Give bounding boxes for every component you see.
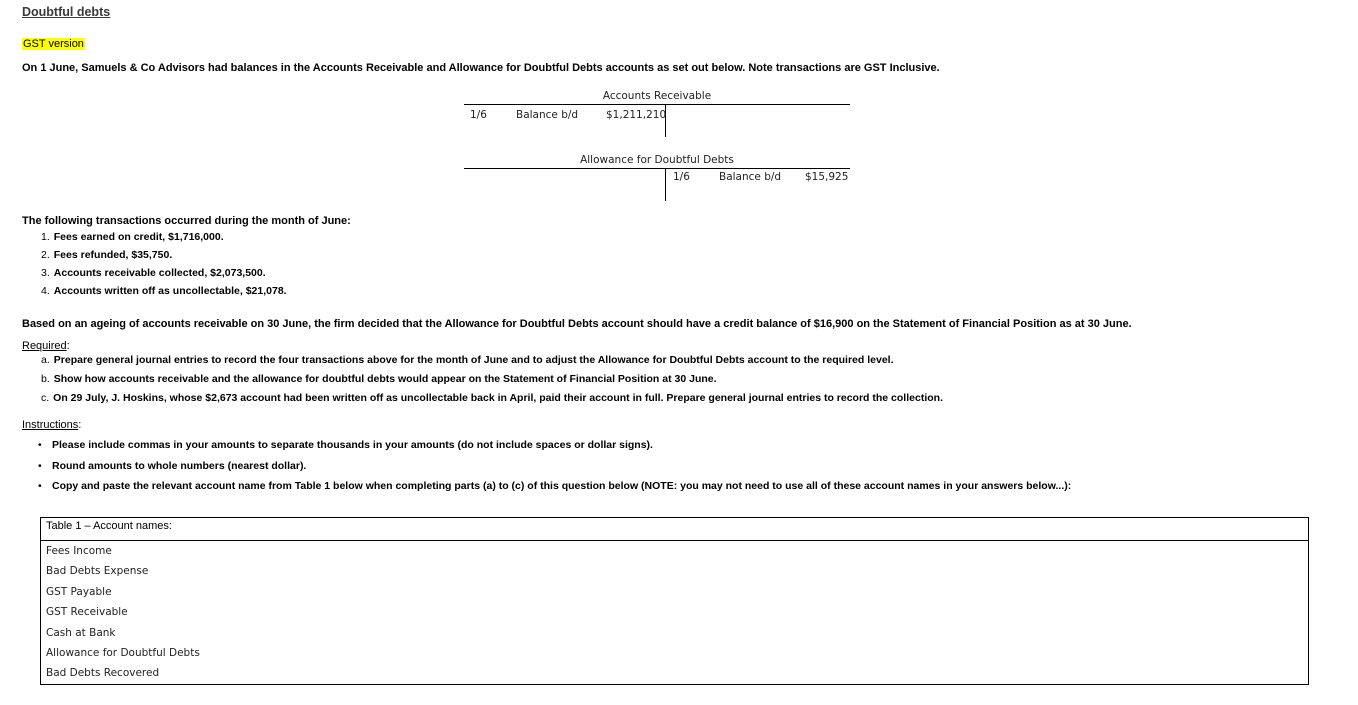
bullet-icon: • (38, 480, 42, 492)
accounts-receivable-t-account (464, 90, 850, 140)
transaction-text: Fees earned on credit, $1,716,000. (53, 231, 224, 243)
table-row: GST Receivable (46, 606, 128, 619)
t-account-description: Balance b/d (516, 109, 579, 121)
instructions-colon: : (78, 419, 82, 431)
t-account-title: Allowance for Doubtful Debts (580, 154, 734, 166)
instruction-bullet (38, 460, 307, 472)
instruction-text: Copy and paste the relevant account name from Table 1 below when completing parts (a) to (c) of this question below (NOTE: you may not need to use all of these account names in your answers below...): (52, 480, 1072, 492)
intro-paragraph: On 1 June, Samuels & Co Advisors had balances in the Accounts Receivable and Allowance for Doubtful Debts accounts as set out below. Note transactions are GST Inclusive. (22, 62, 940, 74)
allowance-t-account (464, 154, 850, 204)
instructions-heading-line (22, 419, 81, 431)
transaction-item (41, 267, 266, 279)
page-title: Doubtful debts (22, 5, 111, 19)
transaction-item (41, 249, 172, 261)
required-item (41, 354, 894, 366)
required-letter: b. (41, 373, 50, 385)
required-colon: : (66, 340, 70, 352)
t-account-horizontal-rule (464, 104, 850, 105)
bullet-icon: • (38, 439, 42, 451)
transaction-item (41, 285, 287, 297)
t-account-date: 1/6 (470, 109, 487, 121)
required-text: On 29 July, J. Hoskins, whose $2,673 account had been written off as uncollectable back in April, paid their account in full. Prepare general journal entries to record the collection. (53, 392, 943, 404)
instruction-text: Round amounts to whole numbers (nearest dollar). (52, 460, 307, 472)
bullet-icon: • (38, 460, 42, 472)
required-letter: a. (41, 354, 50, 366)
required-heading: Required (22, 340, 67, 352)
t-account-description: Balance b/d (719, 171, 782, 183)
t-account-date: 1/6 (673, 171, 690, 183)
required-item (41, 373, 717, 385)
required-item (41, 392, 943, 404)
t-account-vertical-rule (665, 168, 666, 201)
instruction-bullet (38, 439, 653, 451)
transaction-text: Fees refunded, $35,750. (53, 249, 173, 261)
instruction-bullet (38, 480, 1072, 492)
t-account-amount: $1,211,210 (606, 109, 667, 121)
transaction-number: 3. (41, 267, 50, 279)
transaction-item (41, 231, 224, 243)
required-text: Prepare general journal entries to record the four transactions above for the month of June and to adjust the Allowance for Doubtful Debts account to the required level. (53, 354, 894, 366)
t-account-title: Accounts Receivable (602, 90, 712, 102)
account-names-table (40, 517, 1309, 685)
instruction-text: Please include commas in your amounts to separate thousands in your amounts (do not include spaces or dollar signs). (52, 439, 653, 451)
instructions-heading: Instructions (22, 419, 79, 431)
transaction-number: 1. (41, 231, 50, 243)
table-row: Cash at Bank (46, 626, 116, 639)
gst-version-label: GST version (23, 38, 84, 50)
transaction-number: 4. (41, 285, 50, 297)
transactions-heading: The following transactions occurred during the month of June: (22, 215, 351, 227)
required-text: Show how accounts receivable and the allowance for doubtful debts would appear on the Statement of Financial Position at 30 June. (53, 373, 717, 385)
transaction-number: 2. (41, 249, 50, 261)
t-account-horizontal-rule (464, 168, 850, 169)
table-row: Fees Income (46, 545, 112, 557)
table-row: Bad Debts Recovered (46, 667, 160, 680)
required-letter: c. (41, 392, 50, 404)
table-row: Bad Debts Expense (46, 565, 149, 578)
table-heading: Table 1 – Account names: (41, 518, 1308, 541)
table-row: Allowance for Doubtful Debts (46, 646, 200, 659)
t-account-amount: $15,925 (805, 171, 849, 183)
required-heading-line (22, 340, 70, 352)
table-row: GST Payable (46, 585, 112, 598)
transaction-text: Accounts receivable collected, $2,073,500. (53, 267, 266, 279)
ageing-note: Based on an ageing of accounts receivable on 30 June, the firm decided that the Allowance for Doubtful Debts account should have a credit balance of $16,900 on the Statement of Financial Position as at 30 June. (22, 318, 1132, 330)
transaction-text: Accounts written off as uncollectable, $21,078. (53, 285, 287, 297)
